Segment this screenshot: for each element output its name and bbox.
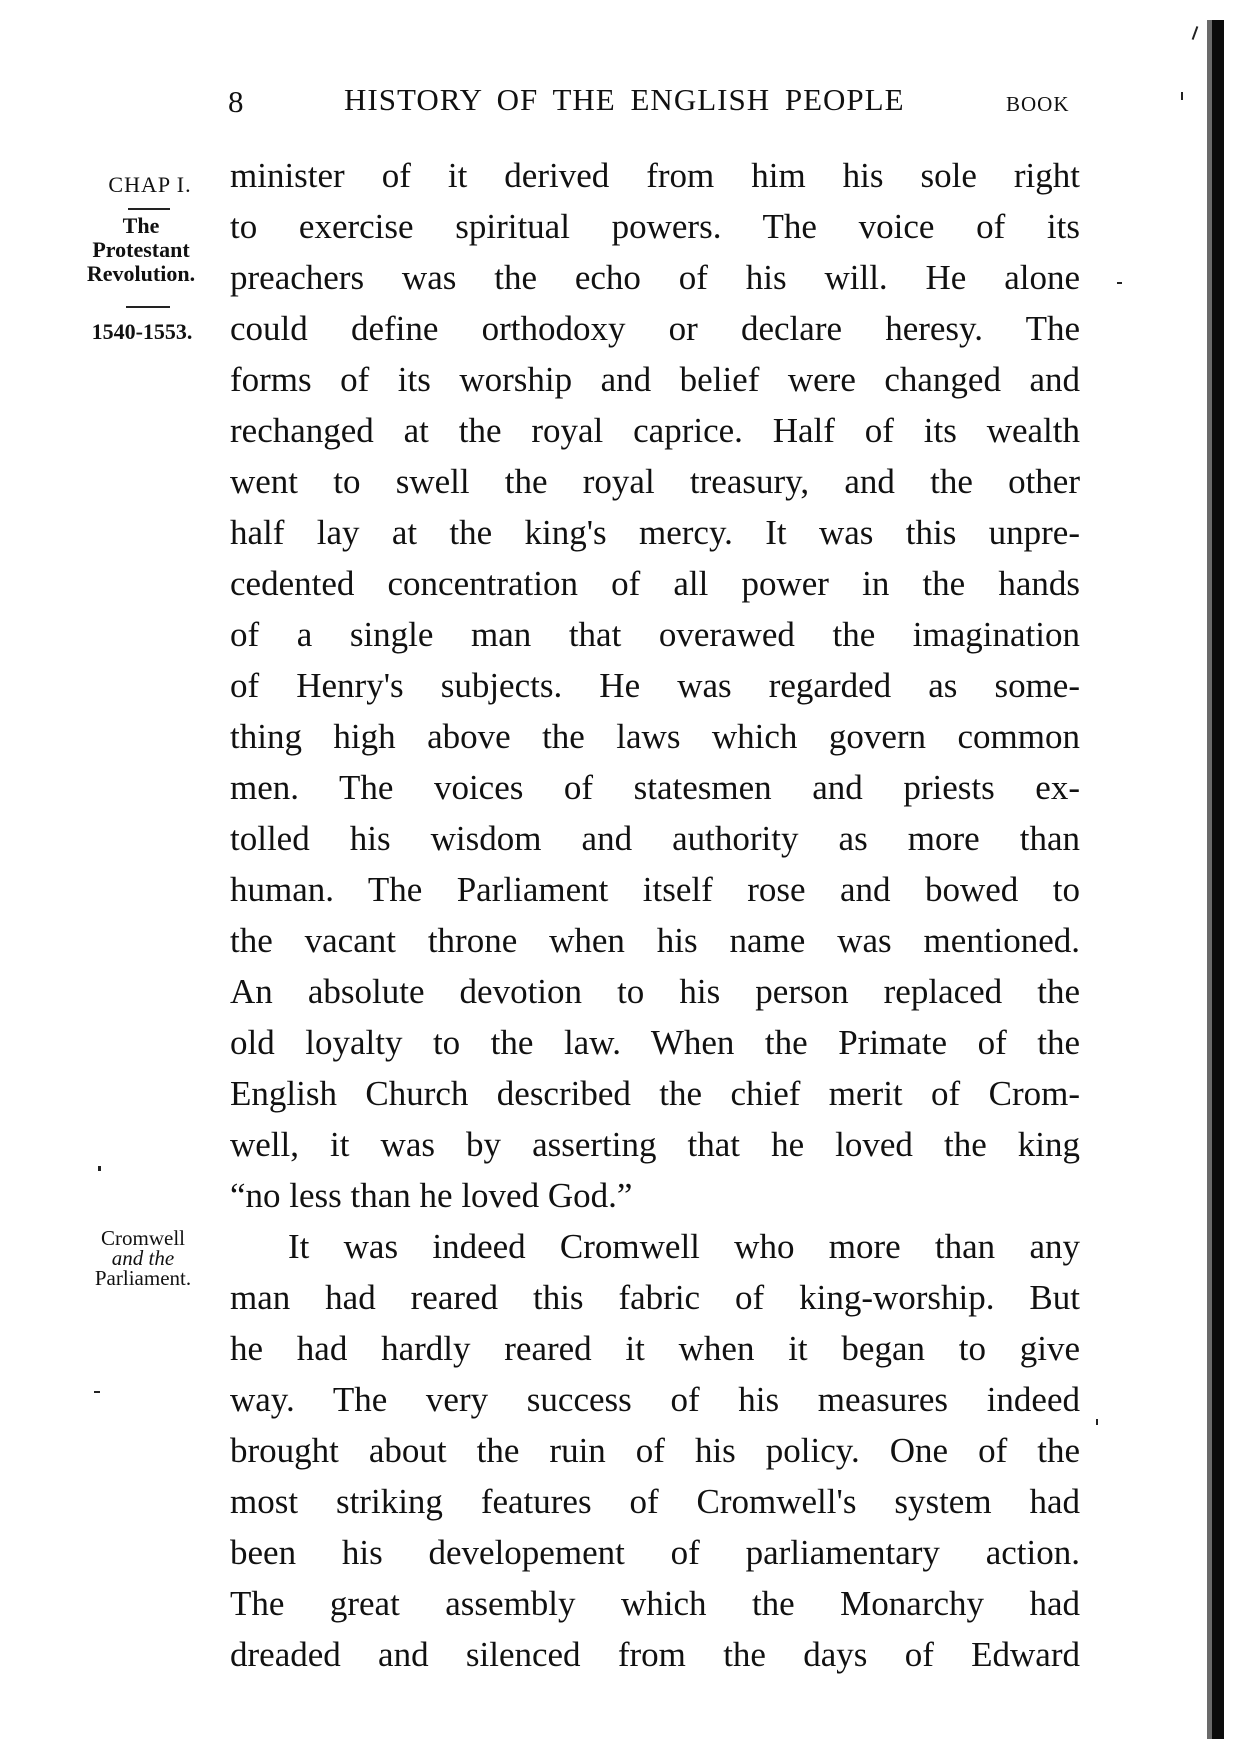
text-line: most striking features of Cromwell's system had: [230, 1482, 1080, 1521]
book-label: BOOK: [1006, 92, 1070, 116]
chapter-label: CHAP I.: [108, 172, 192, 197]
sidenote-line: Cromwell: [101, 1226, 185, 1250]
text-line: could define orthodoxy or declare heresy. The: [230, 309, 1080, 348]
text-line: “no less than he loved God.”: [230, 1176, 633, 1215]
sidenote-protestant-revolution: [66, 214, 216, 286]
text-line: to exercise spiritual powers. The voice of its: [230, 207, 1080, 246]
date-range: 1540-1553.: [91, 319, 193, 344]
text-line: thing high above the laws which govern common: [230, 717, 1080, 756]
sidenote-line: The: [122, 213, 160, 238]
text-line: human. The Parliament itself rose and bowed to: [230, 870, 1080, 909]
text-line: well, it was by asserting that he loved the king: [230, 1125, 1080, 1164]
sidenote-line: and the: [111, 1246, 175, 1270]
text-line: minister of it derived from him his sole right: [230, 156, 1080, 195]
running-title: HISTORY OF THE ENGLISH PEOPLE: [344, 82, 905, 117]
sidenote-rule: [126, 306, 170, 308]
text-line: of a single man that overawed the imagination: [230, 615, 1080, 654]
text-line: old loyalty to the law. When the Primate of the: [230, 1023, 1080, 1062]
text-line: cedented concentration of all power in the hands: [230, 564, 1080, 603]
body-text: [230, 150, 1080, 1680]
text-line: men. The voices of statesmen and priests ex-: [230, 768, 1080, 807]
text-line: brought about the ruin of his policy. One of the: [230, 1431, 1080, 1470]
text-line: been his developement of parliamentary action.: [230, 1533, 1080, 1572]
scan-speck: [94, 1391, 100, 1393]
text-line: preachers was the echo of his will. He alone: [230, 258, 1080, 297]
page-header: [0, 78, 1259, 128]
text-line: An absolute devotion to his person replaced the: [230, 972, 1080, 1011]
sidenote-line: Parliament.: [94, 1266, 192, 1290]
scan-speck: [1117, 282, 1122, 284]
scan-speck: [1096, 1419, 1098, 1425]
chapter-rule: [128, 208, 170, 210]
text-line: went to swell the royal treasury, and the other: [230, 462, 1080, 501]
text-line: he had hardly reared it when it began to give: [230, 1329, 1080, 1368]
scan-speck: [1181, 92, 1183, 100]
text-line: The great assembly which the Monarchy had: [230, 1584, 1080, 1623]
text-line: way. The very success of his measures indeed: [230, 1380, 1080, 1419]
text-line: the vacant throne when his name was mentioned.: [230, 921, 1080, 960]
text-line: dreaded and silenced from the days of Edward: [230, 1635, 1080, 1674]
sidenote-cromwell-parliament: [68, 1228, 218, 1288]
scan-speck: [98, 1166, 101, 1171]
scan-speck: [1192, 26, 1199, 40]
sidenote-line: Revolution.: [86, 261, 196, 286]
text-line: of Henry's subjects. He was regarded as some-: [230, 666, 1080, 705]
text-line: half lay at the king's mercy. It was this unpre-: [230, 513, 1080, 552]
text-line: tolled his wisdom and authority as more than: [230, 819, 1080, 858]
text-line: man had reared this fabric of king-worship. But: [230, 1278, 1080, 1317]
text-line: It was indeed Cromwell who more than any: [288, 1227, 1080, 1266]
page-number: 8: [228, 84, 244, 119]
scan-binding-edge: [1212, 20, 1224, 1739]
sidenote-line: Protestant: [92, 237, 190, 262]
text-line: English Church described the chief merit of Crom-: [230, 1074, 1080, 1113]
text-line: forms of its worship and belief were changed and: [230, 360, 1080, 399]
text-line: rechanged at the royal caprice. Half of its wealth: [230, 411, 1080, 450]
